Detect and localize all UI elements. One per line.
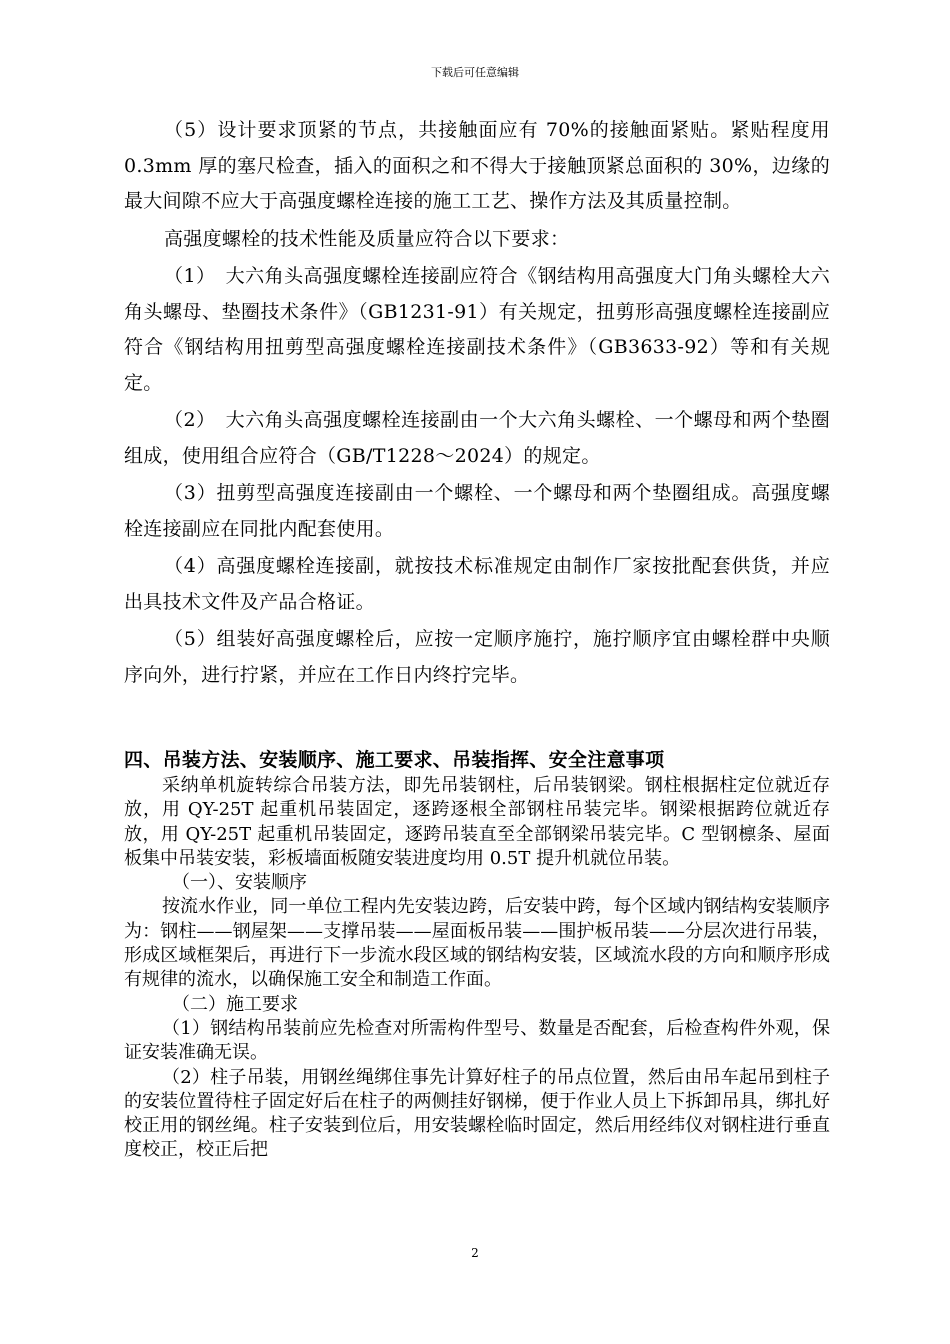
section-heading: 四、吊装方法、安装顺序、施工要求、吊装指挥、安全注意事项 xyxy=(124,749,665,771)
paragraph: 按流水作业，同一单位工程内先安装边跨，后安装中跨，每个区域内钢结构安装顺序为：钢柱——钢屋架——支撑吊装——屋面板吊装——围护板吊装——分层次进行吊装，形成区域框架后，再进行下一步流水段区域的钢结构安装，区域流水段的方向和顺序形成有规律的流水，以确保施工安全和制造工作面。 xyxy=(124,896,830,991)
page-number: 2 xyxy=(471,1246,479,1260)
paragraph: （1）钢结构吊装前应先检查对所需构件型号、数量是否配套，后检查构件外观，保证安装准确无误。 xyxy=(124,1017,830,1064)
page-header-note: 下载后可任意编辑 xyxy=(431,66,519,79)
subheading: （二）施工要求 xyxy=(172,993,298,1015)
paragraph: 高强度螺栓的技术性能及质量应符合以下要求： xyxy=(164,227,570,250)
paragraph: （4）高强度螺栓连接副，就按技术标准规定由制作厂家按批配套供货，并应出具技术文件及产品合格证。 xyxy=(124,555,830,613)
section-bolt-requirements xyxy=(124,113,830,693)
paragraph: （2）柱子吊装，用钢丝绳绑住事先计算好柱子的吊点位置，然后由吊车起吊到柱子的安装位置待柱子固定好后在柱子的两侧挂好钢梯，便于作业人员上下拆卸吊具，绑扎好校正用的钢丝绳。柱子安装到位后，用安装螺栓临时固定，然后用经纬仪对钢柱进行垂直度校正，校正后把 xyxy=(124,1066,830,1161)
paragraph: （5）设计要求顶紧的节点，共接触面应有 70%的接触面紧贴。紧贴程度用 0.3mm 厚的塞尺检查，插入的面积之和不得大于接触顶紧总面积的 30%，边缘的最大间隙不应大于高强度螺栓连接的施工工艺、操作方法及其质量控制。 xyxy=(124,119,830,212)
paragraph: （5）组装好高强度螺栓后，应按一定顺序施拧，施拧顺序宜由螺栓群中央顺序向外，进行拧紧，并应在工作日内终拧完毕。 xyxy=(124,628,830,686)
section-4 xyxy=(124,746,830,1163)
subheading: （一）、安装顺序 xyxy=(172,872,307,894)
paragraph: （3）扭剪型高强度连接副由一个螺栓、一个螺母和两个垫圈组成。高强度螺栓连接副应在同批内配套使用。 xyxy=(124,482,830,540)
paragraph: （1） 大六角头高强度螺栓连接副应符合《钢结构用高强度大门角头螺栓大六角头螺母、垫圈技术条件》（GB1231-91）有关规定，扭剪形高强度螺栓连接副应符合《钢结构用扭剪型高强度螺栓连接副技术条件》（GB3633-92）等和有关规定。 xyxy=(124,265,830,394)
paragraph: 采纳单机旋转综合吊装方法，即先吊装钢柱，后吊装钢梁。钢柱根据柱定位就近存放，用 QY-25T 起重机吊装固定，逐跨逐根全部钢柱吊装完毕。钢梁根据跨位就近存放，用 QY-25T 起重机吊装固定，逐跨吊装直至全部钢梁吊装完毕。C 型钢檩条、屋面板集中吊装安装，彩板墙面板随安装进度均用 0.5T 提升机就位吊装。 xyxy=(124,775,830,869)
paragraph: （2） 大六角头高强度螺栓连接副由一个大六角头螺栓、一个螺母和两个垫圈组成，使用组合应符合（GB/T1228～2024）的规定。 xyxy=(124,409,830,467)
